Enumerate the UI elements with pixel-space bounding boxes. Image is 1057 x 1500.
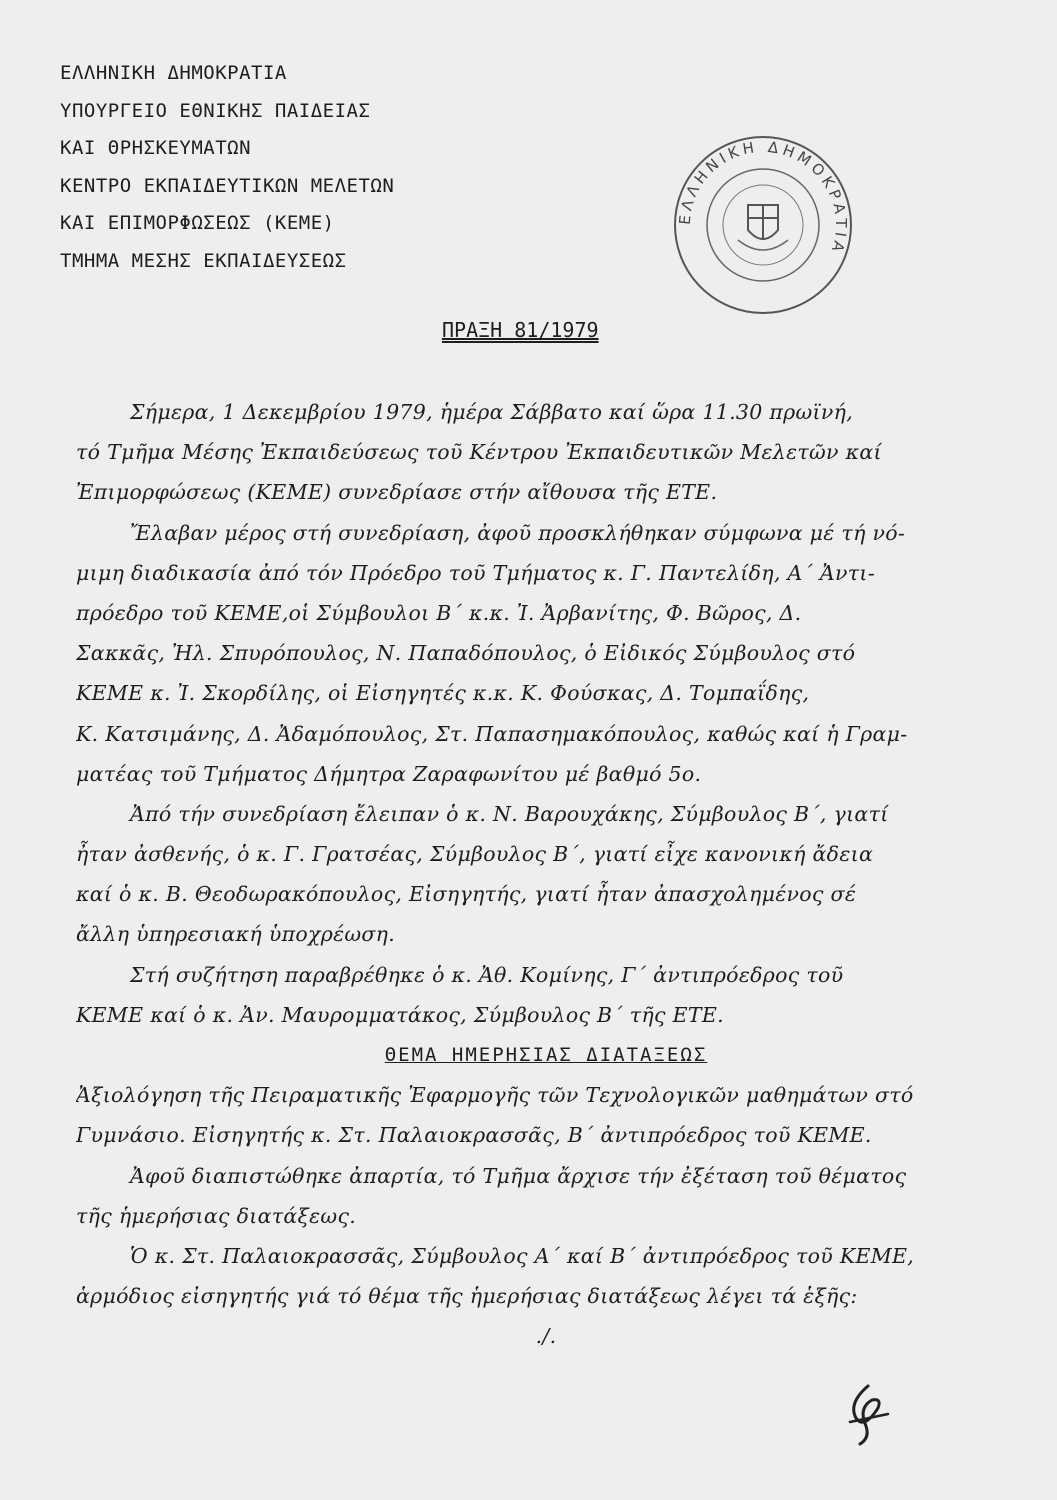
text-line: Ἔλαβαν μέρος στή συνεδρίαση, ἀφοῦ προσκλήθηκαν σύμφωνα μέ τή νό-: [130, 520, 906, 545]
letterhead-line: ΚΑΙ ΕΠΙΜΟΡΦΩΣΕΩΣ (ΚΕΜΕ): [60, 212, 335, 234]
text-line: μιμη διαδικασία ἀπό τόν Πρόεδρο τοῦ Τμήματος κ. Γ. Παντελίδη, Α΄ Ἀντι-: [76, 560, 875, 585]
text-line: πρόεδρο τοῦ ΚΕΜΕ,οἱ Σύμβουλοι Β΄ κ.κ. Ἰ. Ἀρβανίτης, Φ. Βῶρος, Δ.: [76, 600, 802, 625]
letterhead: [60, 62, 394, 287]
text-line: ματέας τοῦ Τμήματος Δήμητρα Ζαραφωνίτου μέ βαθμό 5ο.: [76, 761, 702, 786]
seal-text: ΕΛΛΗΝΙΚΗ ΔΗΜΟΚΡΑΤΙΑ: [675, 137, 851, 258]
text-line: Σήμερα, 1 Δεκεμβρίου 1979, ἡμέρα Σάββατο καί ὥρα 11.30 πρωϊνή,: [130, 400, 854, 424]
continuation-mark: ./.: [535, 1324, 557, 1349]
signature-initials-icon: [838, 1378, 898, 1448]
text-line: ἄλλη ὑπηρεσιακή ὑποχρέωση.: [76, 922, 396, 947]
text-line: Ἀφοῦ διαπιστώθηκε ἀπαρτία, τό Τμῆμα ἄρχισε τήν ἐξέταση τοῦ θέματος: [130, 1163, 907, 1188]
text-line: Ἀξιολόγηση τῆς Πειραματικῆς Ἐφαρμογῆς τῶν Τεχνολογικῶν μαθημάτων στό: [76, 1083, 914, 1108]
text-line: Κ. Κατσιμάνης, Δ. Ἀδαμόπουλος, Στ. Παπασημακόπουλος, καθώς καί ἡ Γραμ-: [76, 721, 908, 746]
text-line: Γυμνάσιο. Εἰσηγητής κ. Στ. Παλαιοκρασσᾶς, Β΄ ἀντιπρόεδρος τοῦ ΚΕΜΕ.: [76, 1123, 872, 1148]
text-line: ἁρμόδιος εἰσηγητής γιά τό θέμα τῆς ἡμερήσιας διατάξεως λέγει τά ἑξῆς:: [76, 1284, 858, 1309]
text-line: καί ὁ κ. Β. Θεοδωρακόπουλος, Εἰσηγητής, γιατί ἦταν ἀπασχολημένος σέ: [76, 882, 857, 907]
text-line: ΚΕΜΕ κ. Ἰ. Σκορδίλης, οἱ Εἰσηγητές κ.κ. Κ. Φούσκας, Δ. Τομπαΐδης,: [76, 681, 810, 706]
agenda-heading: ΘΕΜΑ ΗΜΕΡΗΣΙΑΣ ΔΙΑΤΑΞΕΩΣ: [384, 1044, 708, 1066]
letterhead-line: ΥΠΟΥΡΓΕΙΟ ΕΘΝΙΚΗΣ ΠΑΙΔΕΙΑΣ: [60, 99, 371, 122]
text-line: Ὁ κ. Στ. Παλαιοκρασσᾶς, Σύμβουλος Α΄ καί Β΄ ἀντιπρόεδρος τοῦ ΚΕΜΕ,: [130, 1243, 915, 1268]
text-line: ἦταν ἀσθενής, ὁ κ. Γ. Γρατσέας, Σύμβουλος Β΄, γιατί εἶχε κανονική ἄδεια: [76, 842, 874, 867]
text-line: Ἐπιμορφώσεως (ΚΕΜΕ) συνεδρίασε στήν αἴθουσα τῆς ΕΤΕ.: [76, 480, 718, 505]
letterhead-line: ΚΕΝΤΡΟ ΕΚΠΑΙΔΕΥΤΙΚΩΝ ΜΕΛΕΤΩΝ: [60, 174, 395, 197]
letterhead-line: ΕΛΛΗΝΙΚΗ ΔΗΜΟΚΡΑΤΙΑ: [60, 62, 287, 84]
text-line: τό Τμῆμα Μέσης Ἐκπαιδεύσεως τοῦ Κέντρου Ἐκπαιδευτικῶν Μελετῶν καί: [76, 440, 882, 465]
text-line: τῆς ἡμερήσιας διατάξεως.: [76, 1203, 357, 1228]
official-seal-icon: [668, 130, 858, 320]
text-line: Στή συζήτηση παραβρέθηκε ὁ κ. Ἀθ. Κομίνης, Γ΄ ἀντιπρόεδρος τοῦ: [130, 962, 844, 987]
letterhead-line: ΤΜΗΜΑ ΜΕΣΗΣ ΕΚΠΑΙΔΕΥΣΕΩΣ: [60, 249, 347, 272]
text-line: Ἀπό τήν συνεδρίαση ἔλειπαν ὁ κ. Ν. Βαρουχάκης, Σύμβουλος Β΄, γιατί: [130, 801, 889, 826]
document-body: [76, 392, 1016, 1357]
act-title: ΠΡΑΞΗ 81/1979: [442, 318, 599, 342]
text-line: ΚΕΜΕ καί ὁ κ. Ἀν. Μαυρομματάκος, Σύμβουλος Β΄ τῆς ΕΤΕ.: [76, 1002, 724, 1027]
letterhead-line: ΚΑΙ ΘΡΗΣΚΕΥΜΑΤΩΝ: [60, 137, 252, 159]
text-line: Σακκᾶς, Ἠλ. Σπυρόπουλος, Ν. Παπαδόπουλος, ὁ Εἰδικός Σύμβουλος στό: [76, 641, 856, 666]
